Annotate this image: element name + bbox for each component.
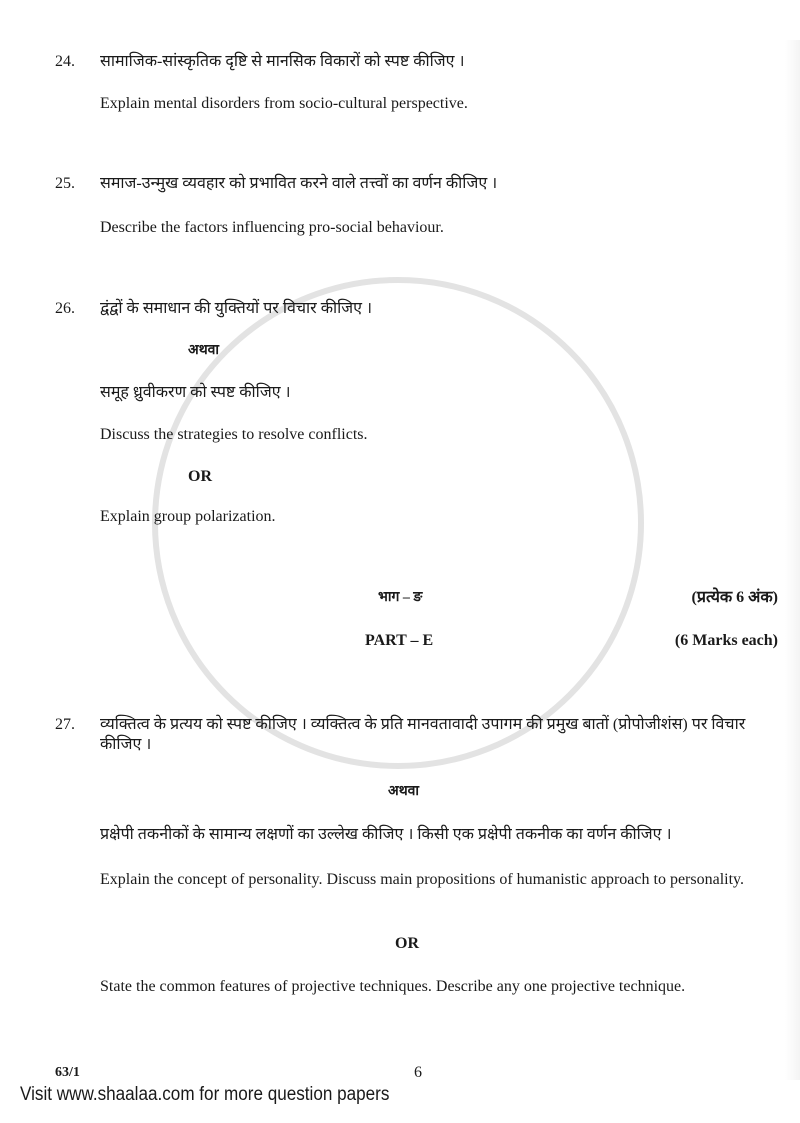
- question-english: Describe the factors influencing pro-social behaviour.: [100, 219, 444, 236]
- question-hindi: द्वंद्वों के समाधान की युक्तियों पर विचार कीजिए ।: [100, 300, 373, 317]
- or-english: OR: [188, 468, 212, 485]
- page-number: 6: [414, 1064, 422, 1081]
- question-number: 26.: [55, 300, 75, 317]
- section-marks-hindi: (प्रत्येक 6 अंक): [691, 589, 778, 606]
- paper-code: 63/1: [55, 1065, 80, 1080]
- question-hindi: समाज-उन्मुख व्यवहार को प्रभावित करने वाले तत्त्वों का वर्णन कीजिए ।: [100, 175, 498, 192]
- section-marks-english: (6 Marks each): [674, 632, 778, 649]
- question-number: 27.: [55, 716, 75, 733]
- page-edge-shadow: [785, 40, 800, 1080]
- visit-link[interactable]: Visit www.shaalaa.com for more question papers: [20, 1084, 390, 1105]
- question-english-alt: Explain group polarization.: [100, 508, 276, 525]
- question-english: Explain the concept of personality. Discuss main propositions of humanistic approach to personality.: [100, 871, 745, 888]
- question-number: 24.: [55, 53, 75, 70]
- question-english: Explain mental disorders from socio-cultural perspective.: [100, 95, 468, 112]
- question-hindi-alt: समूह ध्रुवीकरण को स्पष्ट कीजिए ।: [100, 384, 291, 401]
- or-hindi: अथवा: [388, 784, 420, 799]
- question-number: 25.: [55, 175, 75, 192]
- or-english: OR: [395, 935, 419, 952]
- question-english-alt: State the common features of projective techniques. Describe any one projective technique.: [100, 978, 686, 995]
- question-hindi: व्यक्तित्व के प्रत्यय को स्पष्ट कीजिए । व्यक्तित्व के प्रति मानवतावादी उपागम की प्रमुख बातों (प्रोपोजीशंस) पर विचार कीजिए ।: [100, 716, 746, 753]
- question-hindi: सामाजिक-सांस्कृतिक दृष्टि से मानसिक विकारों को स्पष्ट कीजिए ।: [100, 53, 465, 70]
- section-title-english: PART – E: [365, 632, 434, 649]
- or-hindi: अथवा: [188, 343, 220, 358]
- question-hindi-alt: प्रक्षेपी तकनीकों के सामान्य लक्षणों का उल्लेख कीजिए । किसी एक प्रक्षेपी तकनीक का वर्णन कीजिए ।: [100, 826, 672, 843]
- question-english: Discuss the strategies to resolve conflicts.: [100, 426, 368, 443]
- section-title-hindi: भाग – ङ: [378, 590, 423, 605]
